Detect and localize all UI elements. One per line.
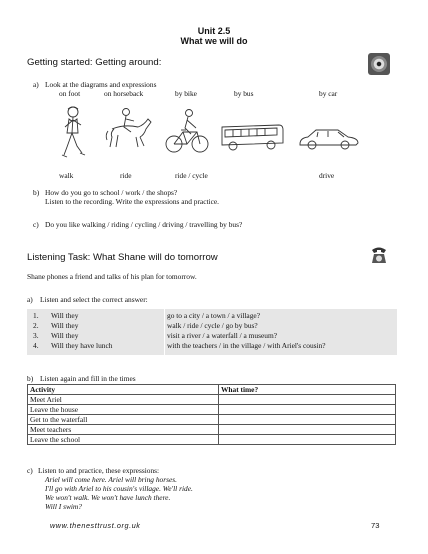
walking-person-illustration [55,103,91,161]
question-label: c) [27,466,33,475]
section-heading-getting-started: Getting started: Getting around: [27,57,162,68]
unit-subtitle: What we will do [180,36,248,46]
choice-number: 3. [33,330,39,340]
phone-icon [368,244,390,266]
activity-cell: Meet Ariel [28,395,219,405]
table-row [27,342,397,355]
question-text: Do you like walking / riding / cycling / driving / travelling by bus? [45,220,243,229]
times-table [27,384,396,445]
footer-url: www.thenesttrust.org.uk [50,521,141,530]
table-row [28,395,396,405]
choice-number: 1. [33,311,39,320]
choice-prompt: Will they have lunch [51,340,113,350]
cd-icon [368,53,390,75]
verb-label: walk [59,171,74,180]
time-cell[interactable] [219,395,396,405]
activity-cell: Meet teachers [28,425,219,435]
question-text: How do you go to school / work / the shops? [45,188,178,197]
question-text: Listen and select the correct answer: [40,295,148,304]
table-header-row [28,385,396,395]
expression-label: by car [319,89,338,98]
question-text: Listen to the recording. Write the expressions and practice. [45,197,220,206]
expression-label: on horseback [104,89,144,98]
table-row [28,405,396,415]
page-number: 73 [371,521,380,530]
question-text: Look at the diagrams and expressions [45,80,157,89]
choice-prompt: Will they [51,321,79,331]
activity-cell: Leave the house [28,405,219,415]
choice-options: visit a river / a waterfall / a museum? [165,332,398,342]
expression-line: Will I swim? [45,502,82,511]
expression-line: We won't walk. We won't have lunch there. [45,493,171,502]
column-header-time: What time? [219,385,396,395]
time-cell[interactable] [219,435,396,445]
choice-prompt: Will they [51,330,79,340]
question-label: c) [33,220,39,229]
table-row [28,415,396,425]
expression-line: I'll go with Ariel to his cousin's village. We'll ride. [45,484,193,493]
choice-prompt: Will they [51,311,79,320]
car-illustration [296,124,362,152]
unit-title: Unit 2.5 [197,26,231,36]
verb-label: ride / cycle [175,171,208,180]
activity-cell: Leave the school [28,435,219,445]
choice-options: walk / ride / cycle / go by bus? [165,322,398,332]
bicycle-rider-illustration [165,108,209,154]
bus-illustration [219,121,285,153]
question-text: Listen to and practice, these expressions: [38,466,160,475]
choices-table [27,309,397,355]
horse-rider-illustration [104,107,154,149]
intro-text: Shane phones a friend and talks of his plan for tomorrow. [27,272,197,281]
time-cell[interactable] [219,415,396,425]
column-header-activity: Activity [28,385,219,395]
expression-label: by bike [175,89,197,98]
table-row [28,435,396,445]
expression-line: Ariel will come here. Ariel will bring horses. [45,475,177,484]
table-row [28,425,396,435]
question-text: Listen again and fill in the times [40,374,136,383]
choice-options: with the teachers / in the village / with Ariel's cousin? [165,342,398,355]
question-label: a) [27,295,33,304]
activity-cell: Get to the waterfall [28,415,219,425]
verb-label: ride [120,171,132,180]
expression-label: on foot [59,89,81,98]
question-label: b) [27,374,34,383]
expression-label: by bus [234,89,254,98]
choice-number: 4. [33,340,39,350]
section-heading-listening-task: Listening Task: What Shane will do tomorrow [27,252,218,263]
choice-number: 2. [33,321,39,331]
question-label: b) [33,188,40,197]
verb-label: drive [319,171,335,180]
time-cell[interactable] [219,425,396,435]
time-cell[interactable] [219,405,396,415]
question-label: a) [33,80,39,89]
choice-options: go to a city / a town / a village? [165,309,398,322]
